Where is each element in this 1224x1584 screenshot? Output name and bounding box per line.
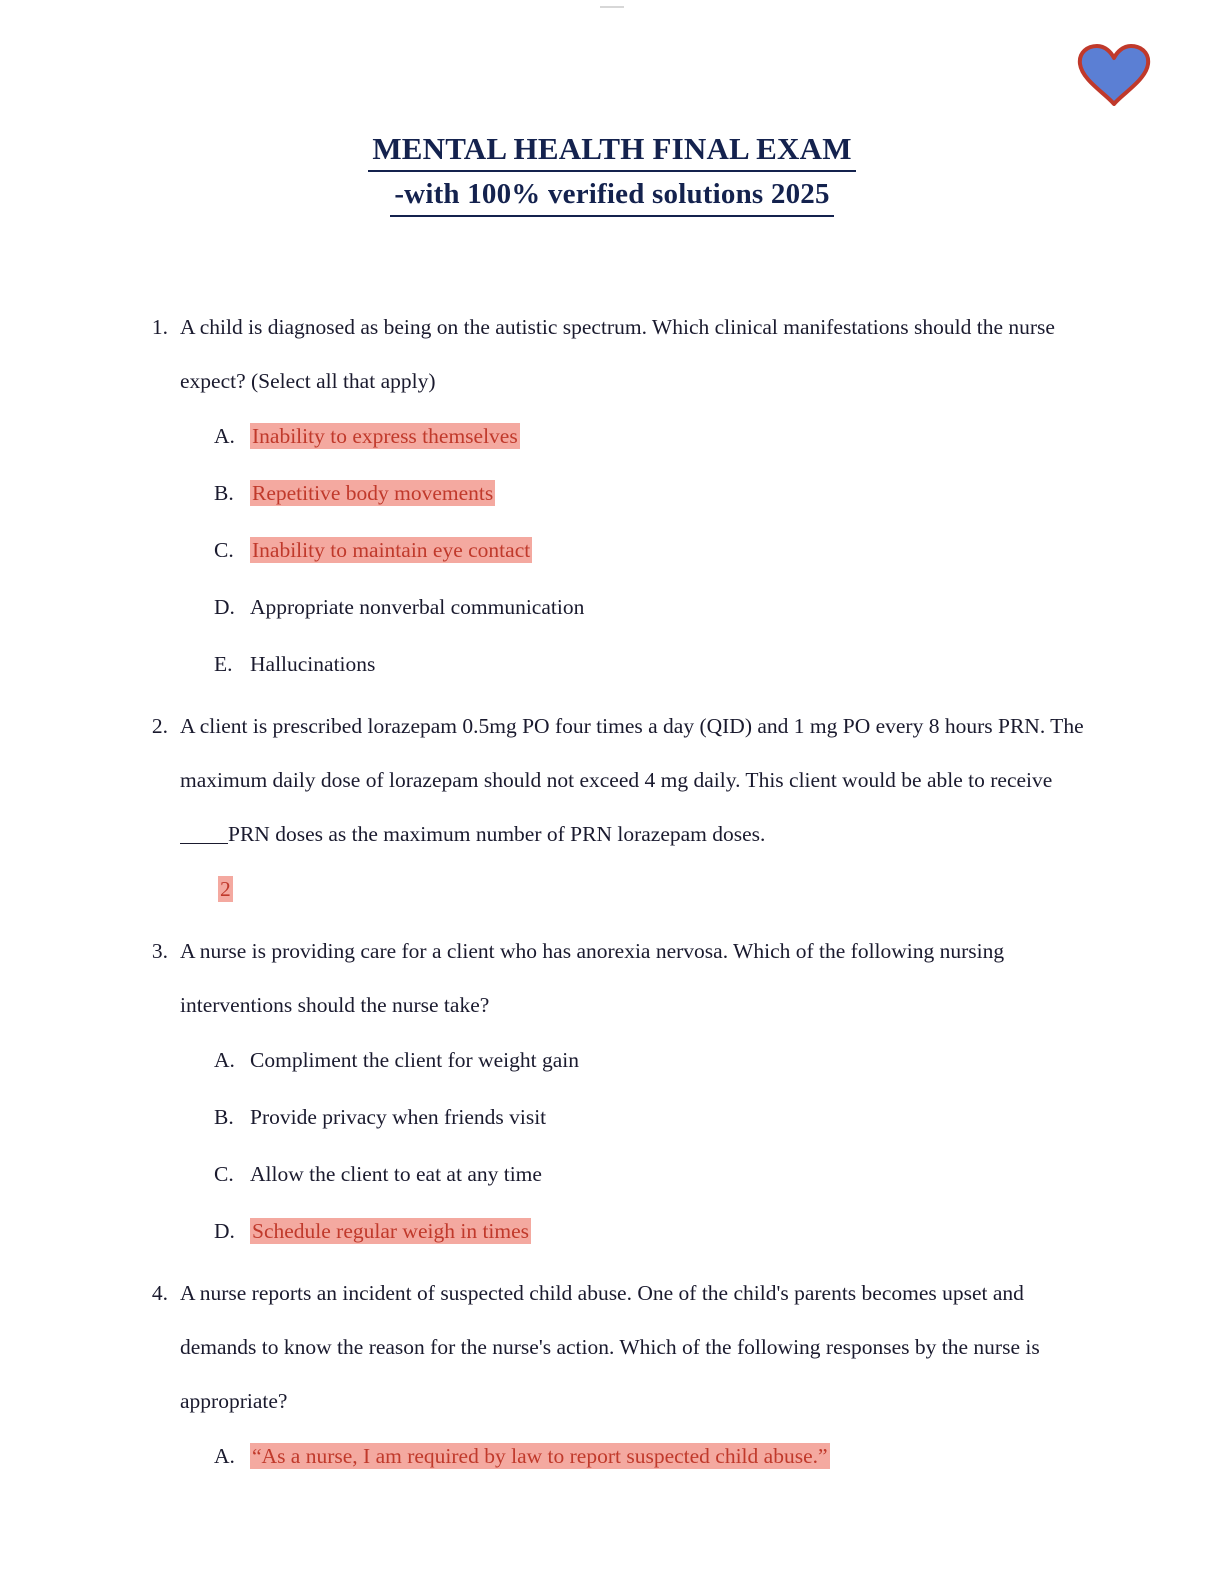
- choice-label: B.: [214, 481, 234, 505]
- answer-value: [180, 861, 1088, 918]
- choice-item[interactable]: [214, 1203, 1088, 1260]
- choice-text: Hallucinations: [250, 652, 376, 676]
- choice-label: C.: [214, 538, 234, 562]
- question-text: A nurse is providing care for a client who has anorexia nervosa. Which of the following nursing interventions should the nurse take?: [180, 939, 1005, 1017]
- question-list: [138, 300, 1088, 1485]
- choice-text: Appropriate nonverbal communication: [250, 595, 585, 619]
- choice-label: C.: [214, 1162, 234, 1186]
- question-text: A child is diagnosed as being on the autistic spectrum. Which clinical manifestations should the nurse expect? (Select all that apply): [180, 315, 1055, 393]
- choice-text: Compliment the client for weight gain: [250, 1048, 579, 1072]
- question-text: A nurse reports an incident of suspected child abuse. One of the child's parents becomes upset and demands to know the reason for the nurse's action. Which of the following responses by the nurse is appropriate?: [180, 1281, 1040, 1413]
- choice-label: E.: [214, 652, 233, 676]
- choice-text: Provide privacy when friends visit: [250, 1105, 547, 1129]
- choice-label: B.: [214, 1105, 234, 1129]
- choice-text: Inability to maintain eye contact: [252, 538, 531, 562]
- question-number: 2.: [151, 714, 168, 738]
- choice-label: A.: [214, 1444, 235, 1468]
- choice-item[interactable]: [214, 1032, 1088, 1089]
- choice-label: A.: [214, 424, 235, 448]
- choice-text: Allow the client to eat at any time: [250, 1162, 542, 1186]
- question-text-part-2: PRN doses as the maximum number of PRN lorazepam doses.: [228, 822, 766, 846]
- choice-item[interactable]: [214, 1146, 1088, 1203]
- question-item: [138, 924, 1088, 1260]
- heart-icon: [1076, 44, 1152, 106]
- choice-item[interactable]: [214, 522, 1088, 579]
- question-number: 3.: [151, 939, 168, 963]
- choice-item[interactable]: [214, 579, 1088, 636]
- choice-item[interactable]: [214, 408, 1088, 465]
- choice-item[interactable]: [214, 1089, 1088, 1146]
- choice-list: [180, 1032, 1088, 1260]
- page-title: [0, 0, 1224, 217]
- choice-label: D.: [214, 595, 235, 619]
- choice-item[interactable]: [214, 636, 1088, 693]
- question-item: [138, 300, 1088, 693]
- question-item: [138, 1266, 1088, 1485]
- exam-content: [138, 300, 1088, 1491]
- page-top-marker: [600, 0, 624, 8]
- question-item: [138, 699, 1088, 918]
- choice-list: [180, 408, 1088, 693]
- question-text-part-1: A client is prescribed lorazepam 0.5mg PO four times a day (QID) and 1 mg PO every 8 hours PRN. The maximum daily dose of lorazepam should not exceed 4 mg daily. This client would be able to receive: [180, 714, 1084, 792]
- choice-text: Repetitive body movements: [252, 481, 494, 505]
- question-number: 4.: [151, 1281, 168, 1305]
- question-text: [180, 699, 1088, 861]
- choice-item[interactable]: [214, 465, 1088, 522]
- choice-label: A.: [214, 1048, 235, 1072]
- choice-list: [180, 1428, 1088, 1485]
- title-line-2: -with 100% verified solutions 2025: [390, 175, 833, 217]
- choice-text: Inability to express themselves: [252, 424, 518, 448]
- choice-label: D.: [214, 1219, 235, 1243]
- title-line-1: MENTAL HEALTH FINAL EXAM: [368, 128, 855, 172]
- question-number: 1.: [151, 315, 168, 339]
- choice-text: “As a nurse, I am required by law to report suspected child abuse.”: [252, 1444, 828, 1468]
- choice-text: Schedule regular weigh in times: [252, 1219, 530, 1243]
- answer-text: 2: [220, 877, 231, 901]
- fill-in-blank[interactable]: [180, 843, 228, 844]
- choice-item[interactable]: [214, 1428, 1088, 1485]
